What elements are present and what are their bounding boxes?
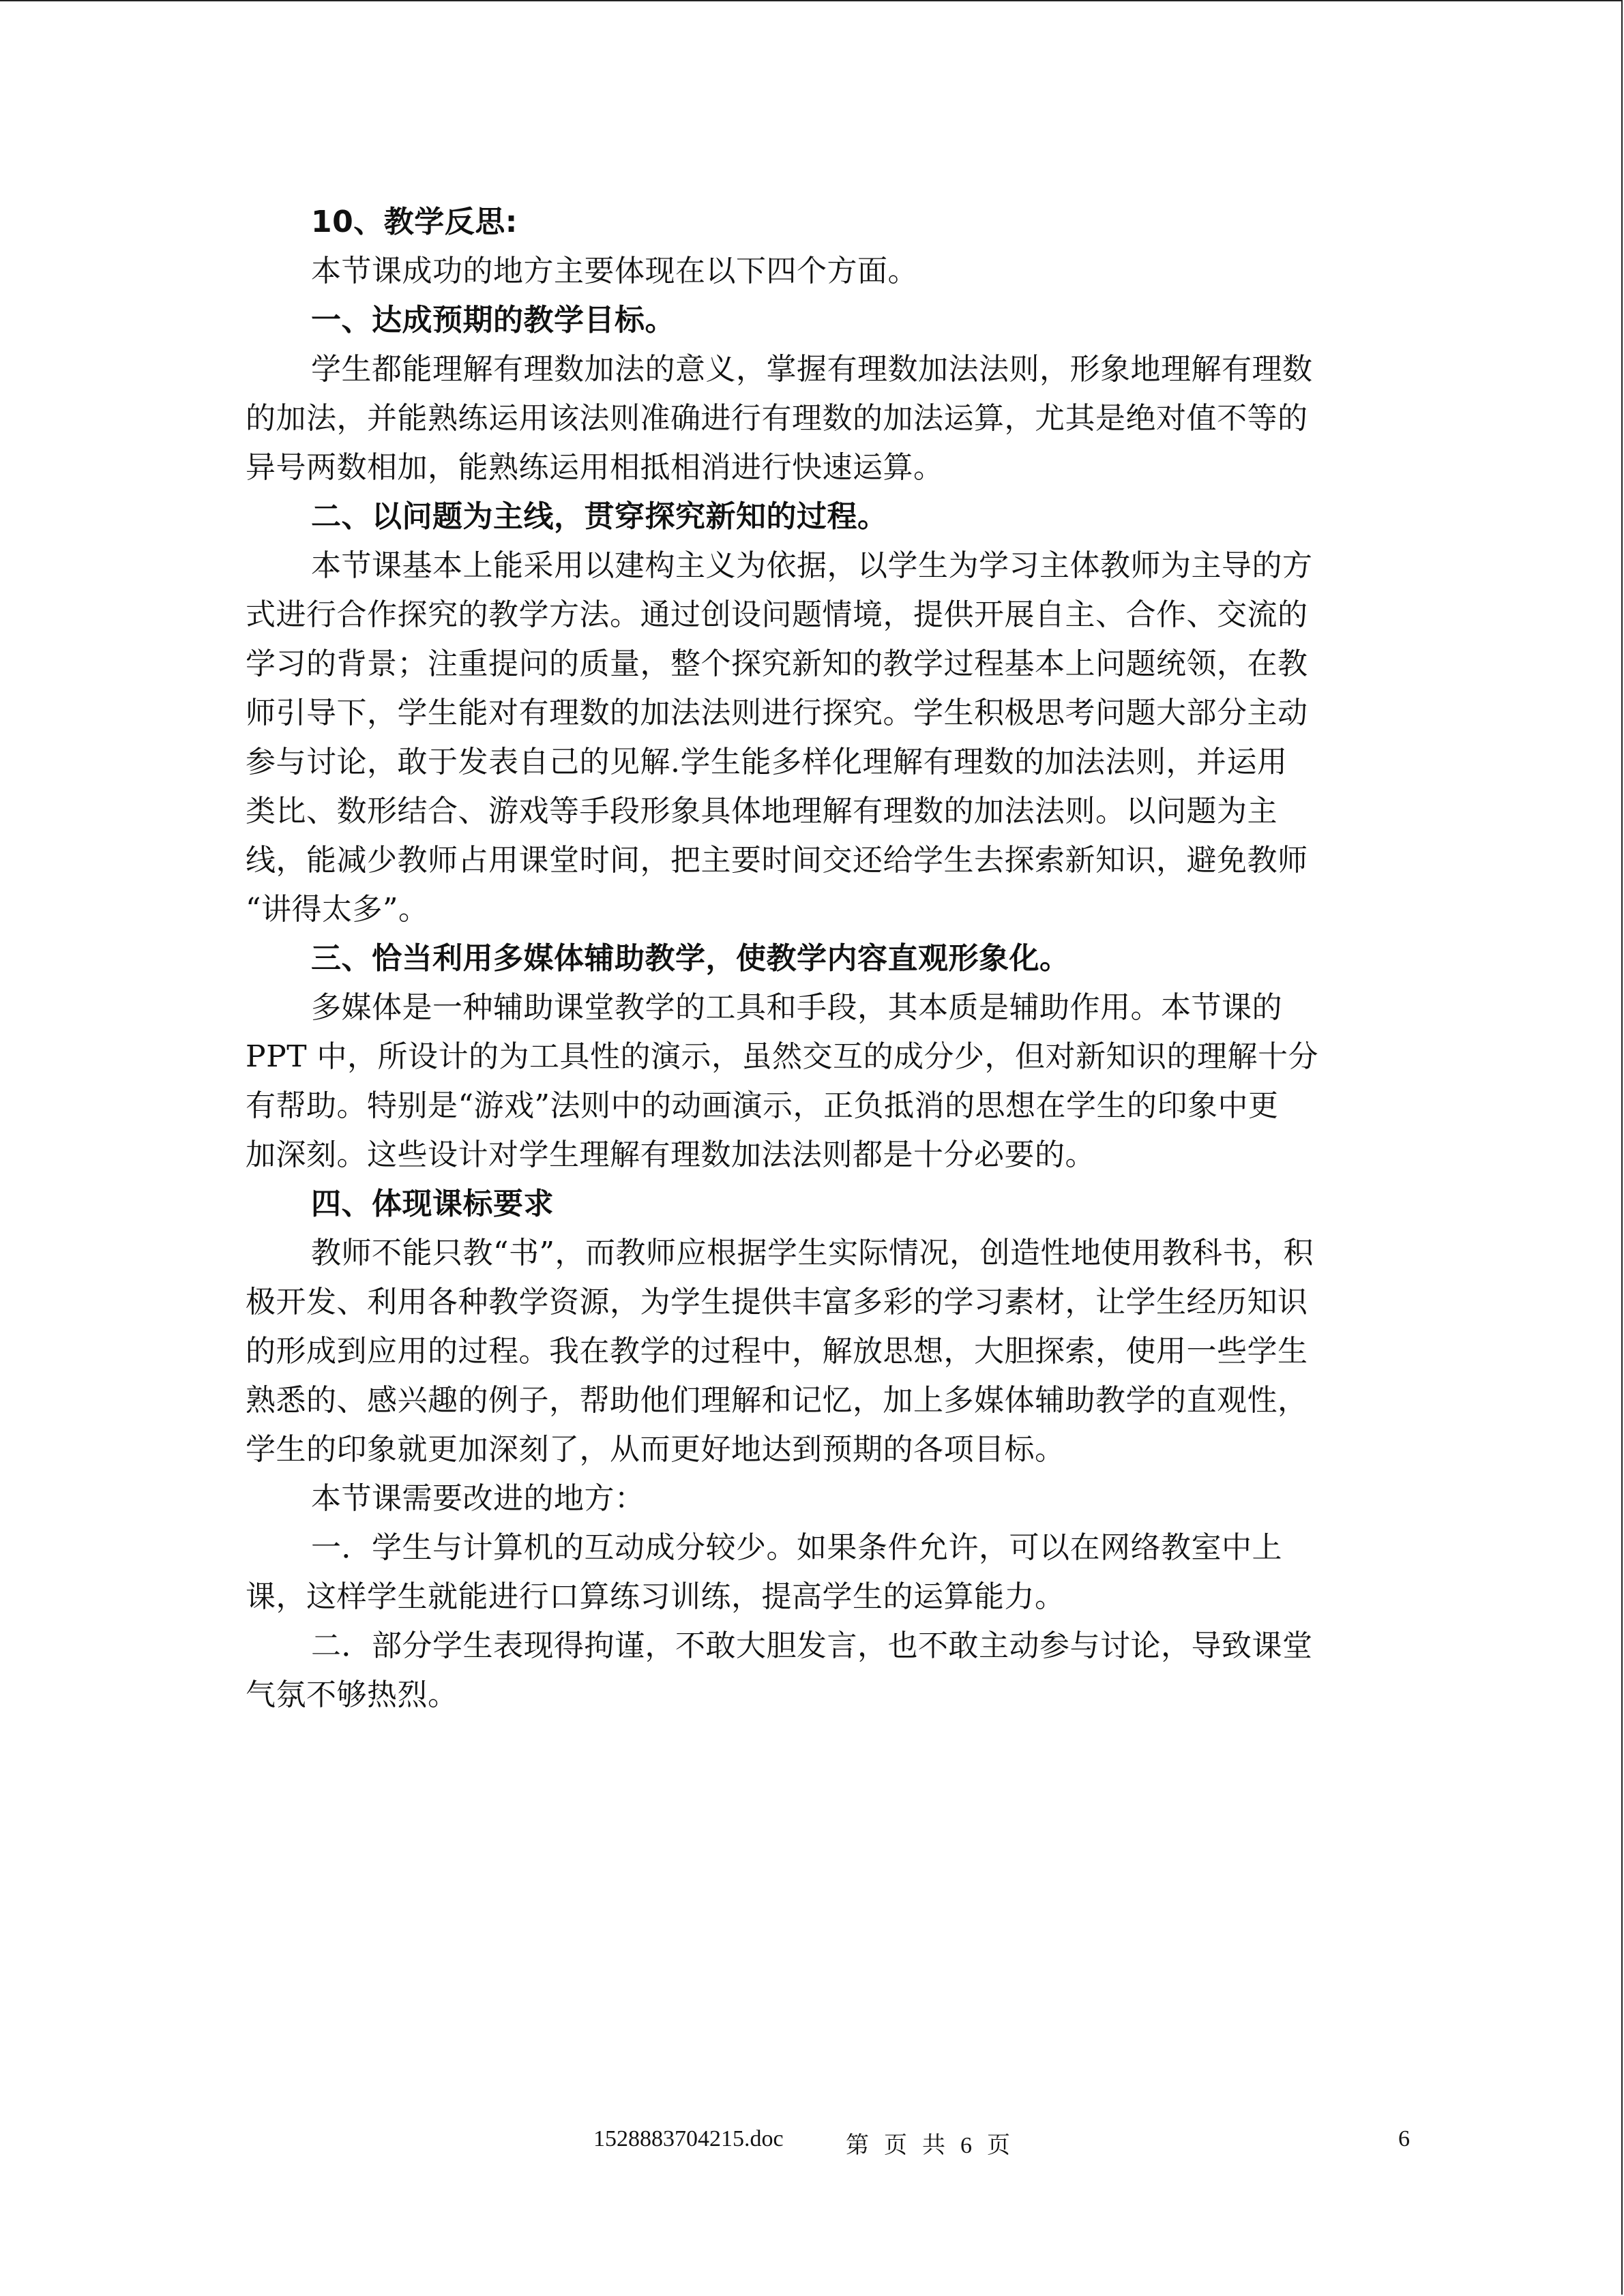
section-heading: 三、恰当利用多媒体辅助教学，使教学内容直观形象化。 [311, 941, 1070, 976]
paragraph-line: 异号两数相加，能熟练运用相抵相消进行快速运算。 [246, 450, 944, 485]
section-heading: 一、达成预期的教学目标。 [311, 303, 675, 338]
paragraph-line: 本节课需要改进的地方： [311, 1481, 645, 1516]
paragraph-line: 课，这样学生就能进行口算练习训练，提高学生的运算能力。 [246, 1579, 1065, 1614]
paragraph-line: 本节课基本上能采用以建构主义为依据，以学生为学习主体教师为主导的方 [311, 548, 1313, 583]
paragraph-line: 多媒体是一种辅助课堂教学的工具和手段，其本质是辅助作用。本节课的 [311, 990, 1282, 1025]
paragraph-line: 的形成到应用的过程。我在教学的过程中，解放思想，大胆探索，使用一些学生 [246, 1334, 1308, 1369]
section-heading: 四、体现课标要求 [311, 1187, 554, 1221]
paragraph-line: 参与讨论，敢于发表自己的见解.学生能多样化理解有理数的加法法则，并运用 [246, 745, 1288, 779]
paragraph-line: “讲得太多”。 [246, 892, 429, 927]
paragraph-line: 类比、数形结合、游戏等手段形象具体地理解有理数的加法法则。以问题为主 [246, 794, 1278, 829]
footer-page-info [846, 2126, 1025, 2160]
paragraph-line: 一．学生与计算机的互动成分较少。如果条件允许，可以在网络教室中上 [311, 1530, 1282, 1565]
footer-label-ye: 页 [884, 2133, 907, 2158]
footer-label-di: 第 [846, 2133, 869, 2158]
paragraph-line: 气氛不够热烈。 [246, 1678, 458, 1712]
paragraph-line: 本节课成功的地方主要体现在以下四个方面。 [311, 254, 918, 288]
paragraph-line: 师引导下，学生能对有理数的加法法则进行探究。学生积极思考问题大部分主动 [246, 696, 1308, 730]
footer-page-number: 6 [1398, 2126, 1410, 2151]
paragraph-line: PPT 中，所设计的为工具性的演示，虽然交互的成分少，但对新知识的理解十分 [246, 1039, 1319, 1074]
paragraph-line: 加深刻。这些设计对学生理解有理数加法法则都是十分必要的。 [246, 1137, 1095, 1172]
paragraph-line: 式进行合作探究的教学方法。通过创设问题情境，提供开展自主、合作、交流的 [246, 597, 1308, 632]
paragraph-line: 极开发、利用各种教学资源，为学生提供丰富多彩的学习素材，让学生经历知识 [246, 1285, 1308, 1320]
paragraph-line: 学生的印象就更加深刻了，从而更好地达到预期的各项目标。 [246, 1432, 1065, 1467]
page-footer [0, 2126, 1624, 2167]
section-heading: 10、教学反思: [311, 205, 518, 239]
paragraph-line: 教师不能只教“书”，而教师应根据学生实际情况，创造性地使用教科书，积 [311, 1236, 1314, 1270]
paragraph-line: 二．部分学生表现得拘谨，不敢大胆发言，也不敢主动参与讨论，导致课堂 [311, 1628, 1313, 1663]
footer-filename: 1528883704215.doc [593, 2126, 784, 2151]
paragraph-line: 的加法，并能熟练运用该法则准确进行有理数的加法运算，尤其是绝对值不等的 [246, 401, 1308, 436]
footer-label-gong: 共 [922, 2133, 945, 2158]
paragraph-line: 学习的背景；注重提问的质量，整个探究新知的教学过程基本上问题统领，在教 [246, 646, 1308, 681]
section-heading: 二、以问题为主线，贯穿探究新知的过程。 [311, 499, 888, 534]
document-body [246, 198, 1409, 1720]
footer-label-ye-2: 页 [987, 2133, 1010, 2158]
paragraph-line: 有帮助。特别是“游戏”法则中的动画演示，正负抵消的思想在学生的印象中更 [246, 1088, 1279, 1123]
footer-total-pages: 6 [960, 2133, 972, 2158]
paragraph-line: 学生都能理解有理数加法的意义，掌握有理数加法法则，形象地理解有理数 [311, 352, 1313, 387]
paragraph-line: 熟悉的、感兴趣的例子，帮助他们理解和记忆，加上多媒体辅助教学的直观性， [246, 1383, 1308, 1418]
paragraph-line: 线，能减少教师占用课堂时间，把主要时间交还给学生去探索新知识，避免教师 [246, 843, 1308, 878]
